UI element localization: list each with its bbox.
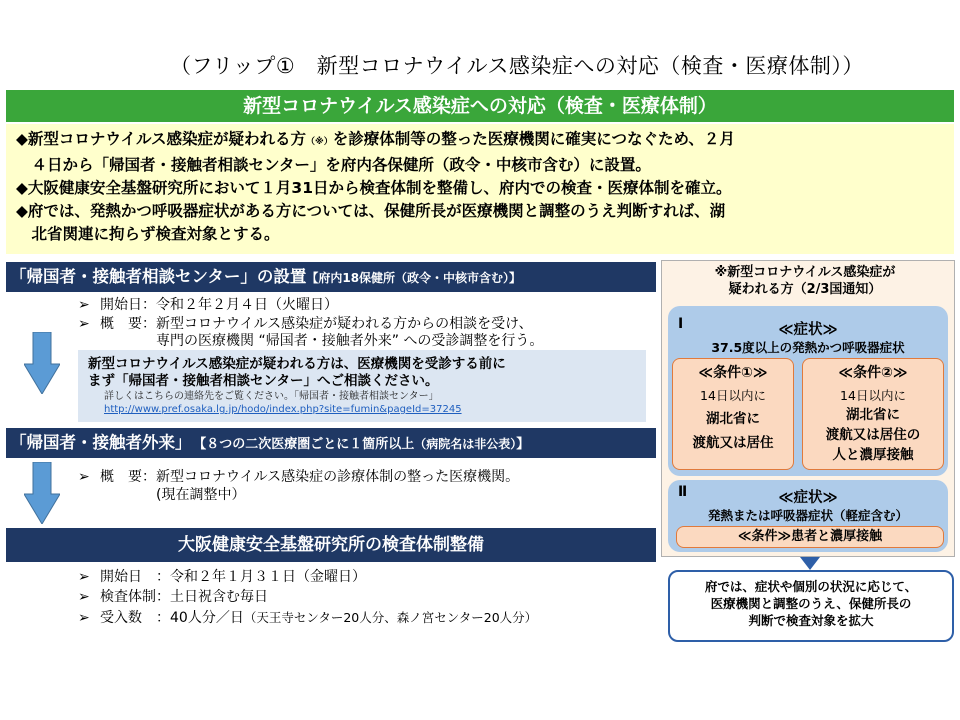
symptom-box-2-subtitle: 発熱または呼吸器症状（軽症含む） bbox=[707, 508, 908, 523]
conclusion-line-2: 医療機関と調整のうえ、保健所長の bbox=[710, 596, 912, 611]
section3-system: 検査体制：土日祝含む毎日 bbox=[100, 589, 268, 605]
bullet-marker: ➢ bbox=[78, 316, 90, 332]
summary-line-1 bbox=[16, 128, 946, 154]
summary-line-1a: ◆新型コロナウイルス感染症が疑われる方 bbox=[16, 130, 306, 148]
section2-overview-b: (現在調整中） bbox=[100, 487, 246, 503]
section2-title: 「帰国者・接触者外来」 bbox=[10, 433, 184, 452]
section-lab-header: 大阪健康安全基盤研究所の検査体制整備 bbox=[6, 528, 656, 562]
callout-detail: 詳しくはこちらの連絡先をご覧ください。「帰国者・接触者相談センター」 bbox=[104, 391, 439, 402]
expansion-conclusion-box bbox=[668, 570, 954, 642]
section1-title: 「帰国者・接触者相談センター」の設置 bbox=[10, 267, 307, 286]
section2-overview-a: 概 要：新型コロナウイルス感染症の診療体制の整った医療機関。 bbox=[100, 469, 520, 485]
suspected-case-header-2: 疑われる方（2/3国通知） bbox=[728, 282, 882, 297]
callout-link[interactable]: http://www.pref.osaka.lg.jp/hodo/index.php?site=fumin&pageId=37245 bbox=[104, 404, 462, 415]
condition-1-title: ≪条件①≫ bbox=[698, 365, 768, 381]
section1-item-overview bbox=[78, 315, 533, 333]
section-outpatient-header bbox=[6, 428, 656, 458]
summary-line-3: ◆大阪健康安全基盤研究所において１月31日から検査体制を整備し、府内での検査・医療体制を確立。 bbox=[16, 179, 732, 197]
condition-close-contact: ≪条件≫患者と濃厚接触 bbox=[676, 526, 944, 548]
section3-start-date: 開始日 ：令和２年１月３１日（金曜日） bbox=[100, 569, 366, 585]
flip-title: （フリップ① 新型コロナウイルス感染症への対応（検査・医療体制）） bbox=[170, 54, 864, 78]
section1-start-date: 開始日：令和２年２月４日（火曜日） bbox=[100, 297, 338, 313]
conclusion-line-1: 府では、症状や個別の状況に応じて、 bbox=[704, 579, 918, 594]
section3-item-system bbox=[78, 588, 268, 606]
section2-subtitle-c: 】 bbox=[516, 437, 530, 452]
section2-subtitle-b: （病院名は非公表） bbox=[414, 437, 517, 451]
connector-arrow-icon bbox=[800, 557, 820, 570]
section1-overview-b: 専門の医療機関 “帰国者・接触者外来” への受診調整を行う。 bbox=[100, 333, 544, 349]
condition-2-line-1: 湖北省に bbox=[846, 407, 900, 423]
condition-1-days: 14日以内に bbox=[700, 388, 766, 403]
bullet-marker: ➢ bbox=[78, 610, 90, 626]
summary-line-1b: を診療体制等の整った医療機関に確実につなぐため、２月 bbox=[332, 130, 735, 148]
callout-line-1: 新型コロナウイルス感染症が疑われる方は、医療機関を受診する前に bbox=[88, 356, 506, 372]
down-arrow-icon bbox=[24, 462, 60, 524]
conclusion-line-3: 判断で検査対象を拡大 bbox=[748, 613, 874, 628]
section3-item-capacity bbox=[78, 609, 537, 627]
symptom-box-1-subtitle: 37.5度以上の発熱かつ呼吸器症状 bbox=[711, 340, 905, 355]
section1-overview-a: 概 要：新型コロナウイルス感染症が疑われる方からの相談を受け、 bbox=[100, 316, 533, 332]
symptom-box-1-numeral: Ⅰ bbox=[678, 316, 684, 332]
symptom-box-2-numeral: Ⅱ bbox=[678, 484, 688, 500]
consultation-callout bbox=[78, 350, 646, 422]
condition-2-line-3: 人と濃厚接触 bbox=[832, 447, 914, 463]
section-consultation-center-header bbox=[6, 262, 656, 292]
section3-capacity-a: 受入数 ：40人分／日 bbox=[100, 610, 244, 626]
summary-line-5: 北省関連に拘らず検査対象とする。 bbox=[16, 225, 280, 243]
summary-box bbox=[6, 124, 954, 254]
bullet-marker: ➢ bbox=[78, 469, 90, 485]
condition-1-line-1: 湖北省に bbox=[706, 411, 760, 427]
condition-1-box bbox=[672, 358, 794, 470]
summary-note-mark: （※） bbox=[306, 137, 333, 147]
section3-item-start bbox=[78, 568, 366, 586]
suspected-case-header bbox=[670, 264, 940, 298]
section1-item-start bbox=[78, 296, 338, 314]
section2-item-overview bbox=[78, 468, 519, 486]
section2-subtitle-a: 【８つの二次医療圏ごとに１箇所以上 bbox=[199, 437, 415, 452]
callout-line-2: まず「帰国者・接触者相談センター」へご相談ください。 bbox=[88, 373, 439, 389]
symptom-box-1-title: ≪症状≫ bbox=[778, 322, 838, 338]
bullet-marker: ➢ bbox=[78, 569, 90, 585]
bullet-marker: ➢ bbox=[78, 297, 90, 313]
section3-capacity-b: （天王寺センター20人分、森ノ宮センター20人分） bbox=[243, 610, 538, 625]
condition-2-line-2: 渡航又は居住の bbox=[825, 427, 921, 443]
summary-line-2: ４日から「帰国者・接触者相談センター」を府内各保健所（政令・中核市含む）に設置。 bbox=[16, 156, 651, 174]
bullet-marker: ➢ bbox=[78, 589, 90, 605]
condition-2-days: 14日以内に bbox=[840, 388, 906, 403]
section1-item-overview-cont bbox=[78, 332, 543, 350]
suspected-case-header-1: ※新型コロナウイルス感染症が bbox=[714, 265, 896, 280]
main-title-bar: 新型コロナウイルス感染症への対応（検査・医療体制） bbox=[6, 90, 954, 122]
section1-subtitle: 【府内18保健所（政令・中核市含む）】 bbox=[306, 271, 522, 285]
summary-line-4: ◆府では、発熱かつ呼吸器症状がある方については、保健所長が医療機関と調整のうえ判断すれば、湖 bbox=[16, 202, 726, 220]
symptom-box-2-title: ≪症状≫ bbox=[778, 490, 838, 506]
section2-item-overview-cont bbox=[78, 486, 245, 504]
condition-2-box bbox=[802, 358, 944, 470]
condition-1-line-2: 渡航又は居住 bbox=[692, 435, 774, 451]
down-arrow-icon bbox=[24, 332, 60, 394]
condition-2-title: ≪条件②≫ bbox=[838, 365, 908, 381]
